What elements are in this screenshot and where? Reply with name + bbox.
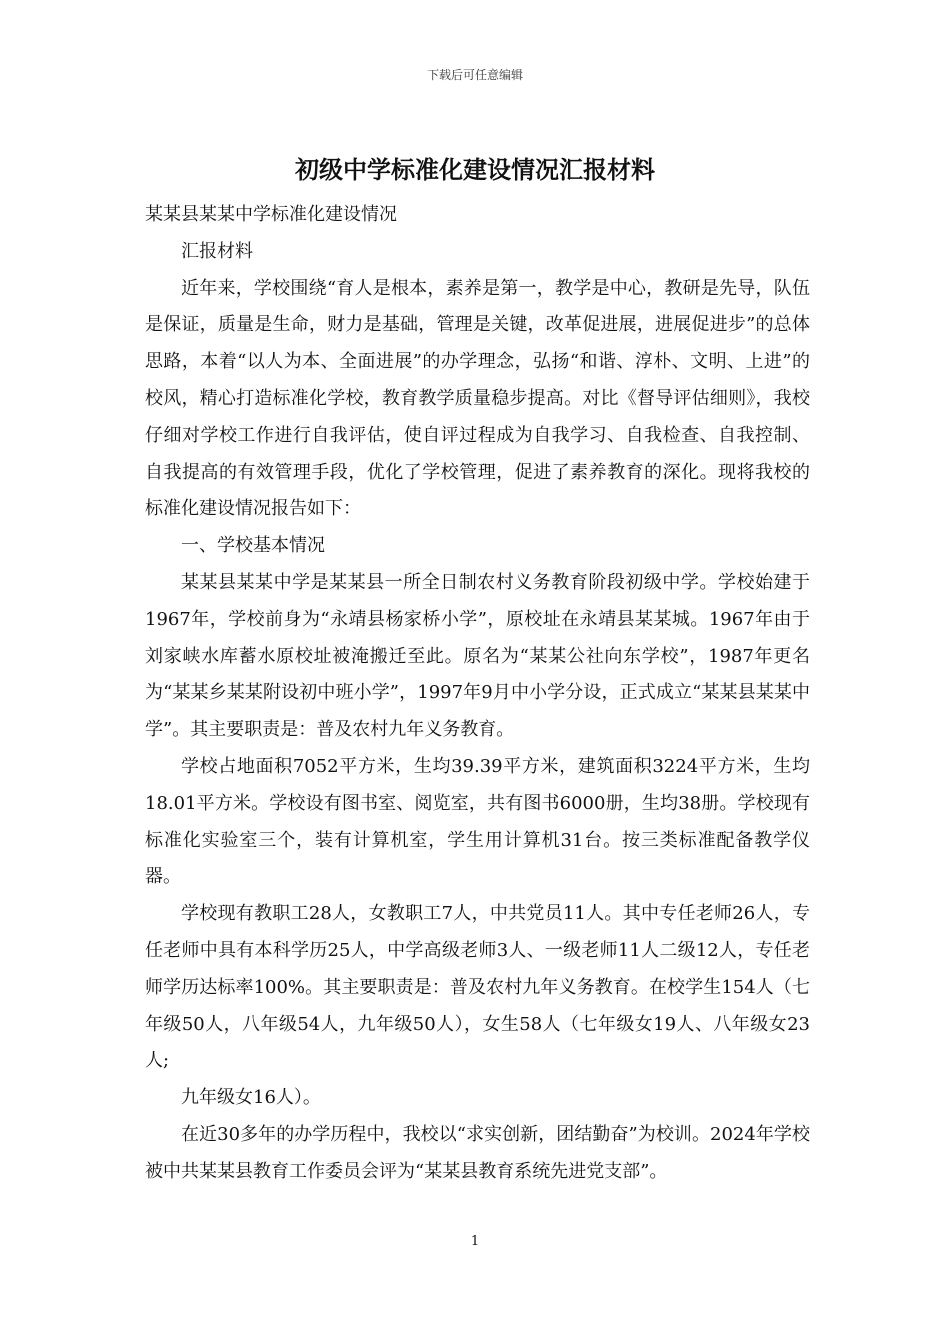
staff-students-paragraph: 学校现有教职工28人，女教职工7人，中共党员11人。其中专任老师26人，专任老师中具有本科学历25人，中学高级老师3人、一级老师11人二级12人，专任老师学历达标率100%。其主要职责是：普及农村九年义务教育。在校学生154人（七年级50人，八年级54人，九年级50人），女生58人（七年级女19人、八年级女23人; [145,903,810,1072]
page-number: 1 [470,1234,480,1249]
intro-paragraph: 近年来，学校围绕“育人是根本，素养是第一，教学是中心，教研是先导，队伍是保证，质量是生命，财力是基础，管理是关键，改革促进展，进展促进步”的总体思路，本着“以人为本、全面进展”的办学理念，弘扬“和谐、淳朴、文明、上进”的校风，精心打造标准化学校，教育教学质量稳步提高。对比《督导评估细则》，我校仔细对学校工作进行自我评估，使自评过程成为自我学习、自我检查、自我控制、自我提高的有效管理手段，优化了学校管理，促进了素养教育的深化。现将我校的标准化建设情况报告如下： [145,277,810,520]
page-header-note: 下载后可任意编辑 [426,68,523,82]
document-body [145,197,810,1191]
honors-paragraph: 在近30多年的办学历程中，我校以“求实创新，团结勤奋”为校训。2024年学校被中共某某县教育工作委员会评为“某某县教育系统先进党支部”。 [145,1123,810,1182]
section-heading-basic-info: 一、学校基本情况 [181,535,325,557]
history-paragraph: 某某县某某中学是某某县一所全日制农村义务教育阶段初级中学。学校始建于1967年，学校前身为“永靖县杨家桥小学”，原校址在永靖县某某城。1967年由于刘家峡水库蓄水原校址被淹搬迁至此。原名为“某某公社向东学校”，1987年更名为“某某乡某某附设初中班小学”，1997年9月中小学分设，正式成立“某某县某某中学”。其主要职责是：普及农村九年义务教育。 [145,571,810,741]
document-title: 初级中学标准化建设情况汇报材料 [295,155,655,184]
facilities-paragraph: 学校占地面积7052平方米，生均39.39平方米，建筑面积3224平方米，生均18.01平方米。学校设有图书室、阅览室，共有图书6000册，生均38册。学校现有标准化实验室三个，装有计算机室，学生用计算机31台。按三类标准配备教学仪器。 [145,755,810,888]
subtitle-line: 某某县某某中学标准化建设情况 [145,204,397,225]
subtitle-continuation: 汇报材料 [181,240,253,262]
staff-students-continuation: 九年级女16人）。 [181,1087,321,1109]
